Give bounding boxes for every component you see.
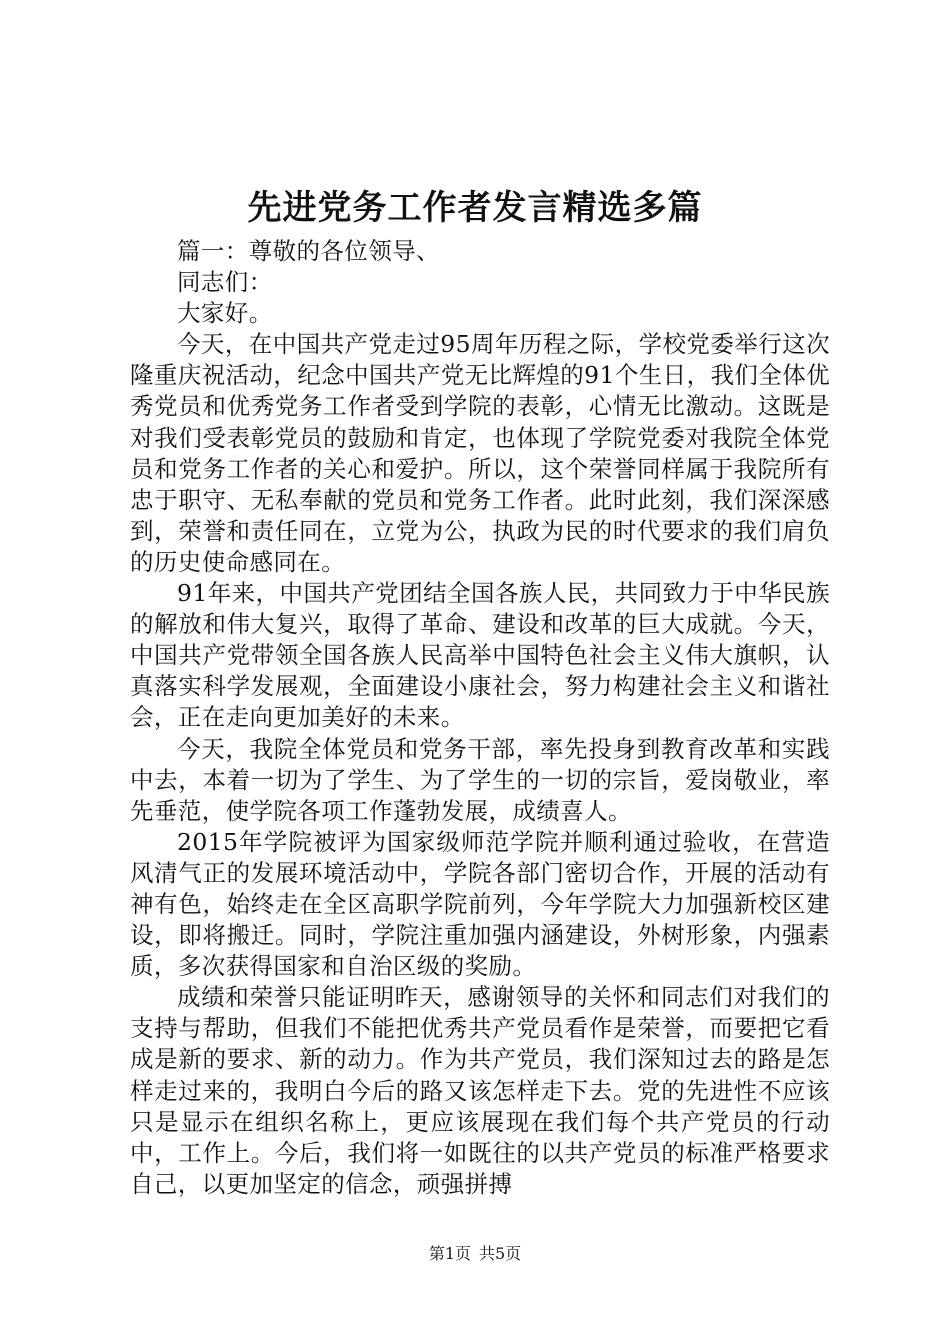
- paragraph: 篇一：尊敬的各位领导、: [177, 237, 440, 265]
- page-total: 共5页: [479, 1244, 522, 1263]
- paragraph: 成绩和荣誉只能证明昨天，感谢领导的关怀和同志们对我们的支持与帮助，但我们不能把优秀共产党员看作是荣誉，而要把它看成是新的要求、新的动力。作为共产党员，我们深知过去的路是怎样走过来的，我明白今后的路又该怎样走下去。党的先进性不应该只是显示在组织名称上，更应该展现在我们每个共产党员的行动中，工作上。今后，我们将一如既往的以共产党员的标准严格要求自己，以更加坚定的信念，顽强拼搏: [130, 983, 830, 1198]
- page-number: 第1页: [428, 1244, 471, 1263]
- paragraph: 大家好。: [177, 299, 273, 328]
- paragraph: 今天，我院全体党员和党务干部，率先投身到教育改革和实践中去，本着一切为了学生、为了学生的一切的宗旨，爱岗敬业，率先垂范，使学院各项工作蓬勃发展，成绩喜人。: [130, 734, 830, 825]
- paragraph: 2015年学院被评为国家级师范学院并顺利通过验收，在营造风清气正的发展环境活动中，学院各部门密切合作，开展的活动有神有色，始终走在全区高职学院前列，今年学院大力加强新校区建设，即将搬迁。同时，学院注重加强内涵建设，外树形象，内强素质，多次获得国家和自治区级的奖励。: [130, 827, 830, 981]
- document-body: [130, 236, 830, 1200]
- document-title: 先进党务工作者发言精选多篇: [247, 188, 703, 228]
- paragraph: 91年来，中国共产党团结全国各族人民，共同致力于中华民族的解放和伟大复兴，取得了革命、建设和改革的巨大成就。今天，中国共产党带领全国各族人民高举中国特色社会主义伟大旗帜，认真落实科学发展观，全面建设小康社会，努力构建社会主义和谐社会，正在走向更加美好的未来。: [130, 579, 830, 732]
- paragraph: 今天，在中国共产党走过95周年历程之际，学校党委举行这次隆重庆祝活动，纪念中国共产党无比辉煌的91个生日，我们全体优秀党员和优秀党务工作者受到学院的表彰，心情无比激动。这既是对我们受表彰党员的鼓励和肯定，也体现了学院党委对我院全体党员和党务工作者的关心和爱护。所以，这个荣誉同样属于我院所有忠于职守、无私奉献的党员和党务工作者。此时此刻，我们深深感到，荣誉和责任同在，立党为公，执政为民的时代要求的我们肩负的历史使命感同在。: [130, 330, 830, 576]
- paragraph: 同志们：: [177, 268, 273, 297]
- page-footer: [0, 1243, 950, 1265]
